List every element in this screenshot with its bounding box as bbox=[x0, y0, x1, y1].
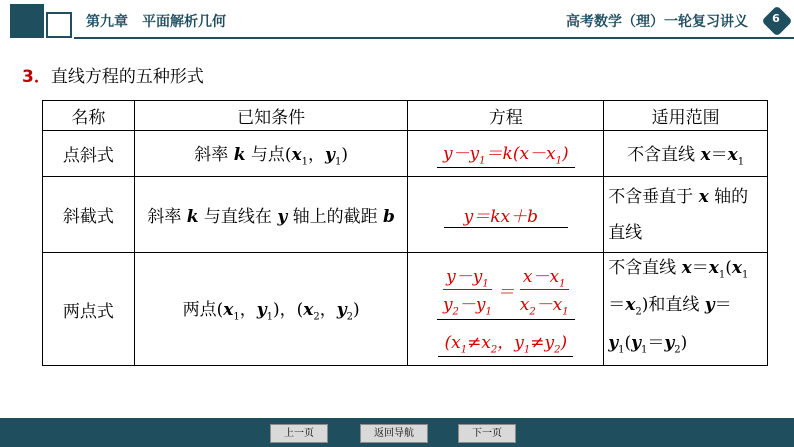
logo-square-outline bbox=[46, 12, 72, 38]
next-page-button[interactable]: 下一页 bbox=[458, 424, 516, 443]
row-name: 两点式 bbox=[43, 253, 135, 366]
header-rule bbox=[74, 37, 794, 39]
row-condition: 斜率 k 与直线在 y 轴上的截距 b bbox=[134, 177, 408, 253]
page-number: 6 bbox=[772, 12, 780, 25]
row-scope: 不含直线 $x=x_1$ bbox=[604, 131, 768, 177]
prev-page-button[interactable]: 上一页 bbox=[270, 424, 328, 443]
row-equation: $y-y_1=k(x-x_1)$ bbox=[408, 131, 604, 177]
row-scope: 不含垂直于 x 轴的直线 bbox=[604, 177, 768, 253]
header-name: 名称 bbox=[43, 101, 135, 131]
line-forms-table bbox=[42, 100, 768, 366]
table-row bbox=[43, 177, 768, 253]
table-row bbox=[43, 131, 768, 177]
table-header-row bbox=[43, 101, 768, 131]
header-condition: 已知条件 bbox=[134, 101, 408, 131]
chapter-title: 第九章 平面解析几何 bbox=[86, 14, 226, 30]
section-number: 3． bbox=[22, 67, 51, 87]
header-logo bbox=[0, 0, 74, 38]
row-scope: 不含直线 $x=x_1(x_1=x_2)$和直线 $y=y_1(y_1=y_2)$ bbox=[604, 253, 768, 366]
header-scope: 适用范围 bbox=[604, 101, 768, 131]
row-condition: 两点($x_1$，$y_1$)，($x_2$，$y_2$) bbox=[134, 253, 408, 366]
row-equation: y＝kx＋b bbox=[408, 177, 604, 253]
course-title: 高考数学（理）一轮复习讲义 bbox=[566, 14, 748, 30]
row-name: 斜截式 bbox=[43, 177, 135, 253]
section-text: 直线方程的五种形式 bbox=[50, 67, 204, 87]
home-nav-button[interactable]: 返回导航 bbox=[360, 424, 428, 443]
row-name: 点斜式 bbox=[43, 131, 135, 177]
section-heading bbox=[22, 62, 204, 87]
row-condition: 斜率 k 与点($x_1$，$y_1$) bbox=[134, 131, 408, 177]
logo-square-dark bbox=[10, 4, 44, 38]
row-equation: $\frac{y-y_1}{y_2-y_1}$ ＝ $\frac{x-x_1}{x_2-x_1}$ ($x_1\ne x_2$，$y_1\ne y_2$) bbox=[408, 253, 604, 366]
table-row bbox=[43, 253, 768, 366]
header-equation: 方程 bbox=[408, 101, 604, 131]
